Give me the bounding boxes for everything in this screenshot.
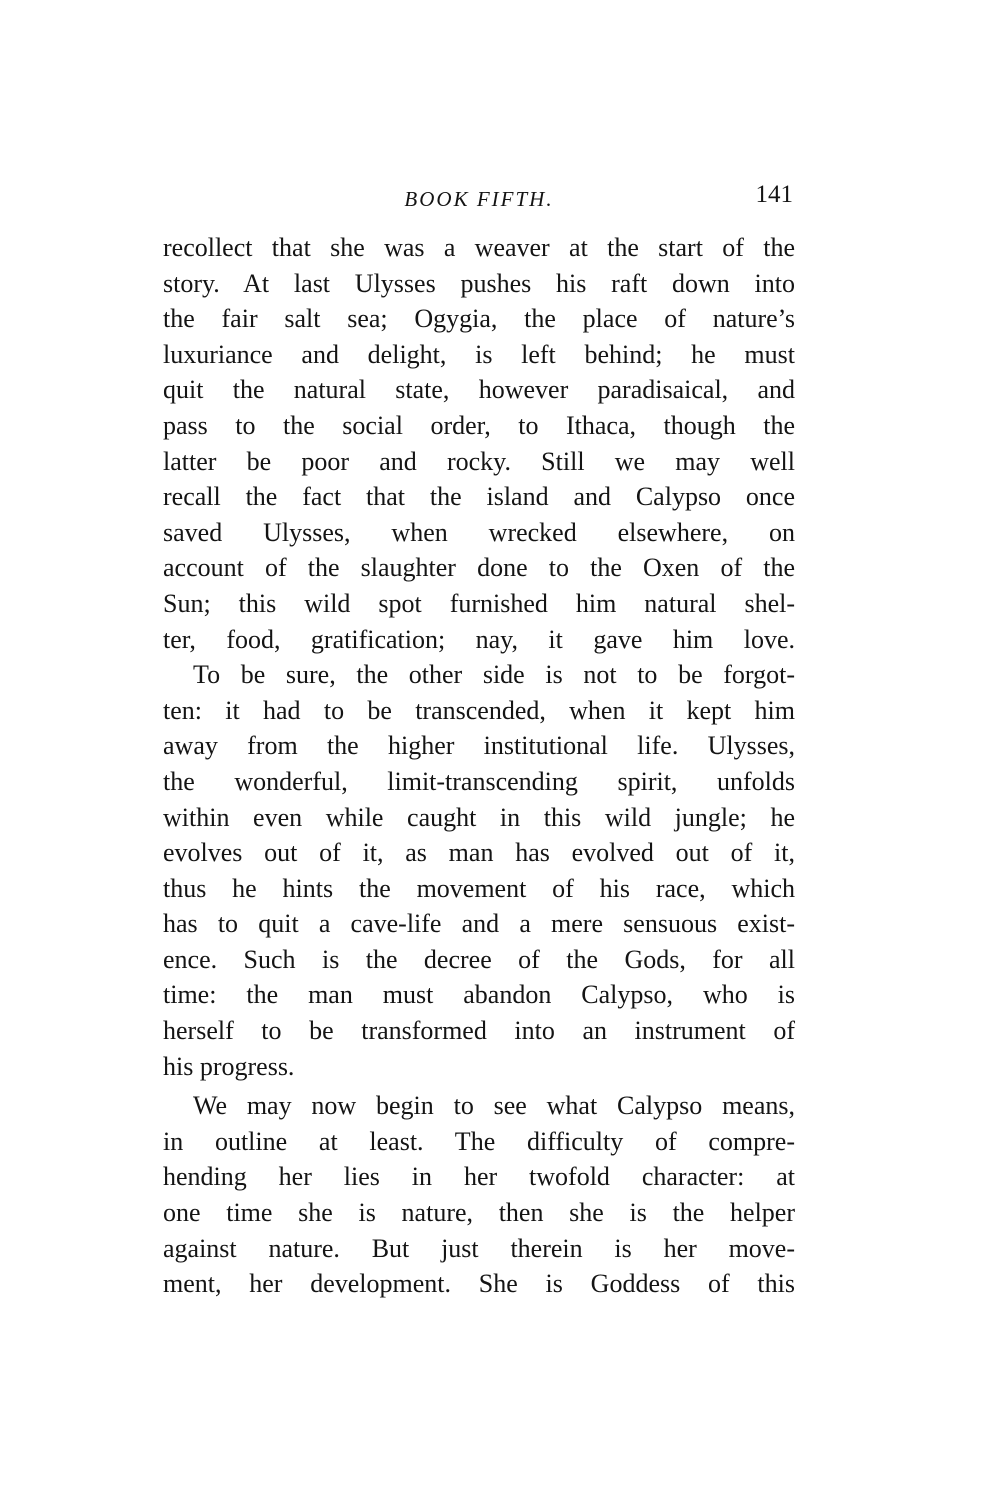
text-line: We may now begin to see what Calypso means, (193, 1091, 795, 1121)
text-line: saved Ulysses, when wrecked elsewhere, on (163, 517, 795, 547)
text-line: one time she is nature, then she is the helper (163, 1198, 795, 1228)
text-line: recollect that she was a weaver at the start of the (163, 233, 795, 262)
text-line: herself to be transformed into an instrument of (163, 1016, 795, 1046)
text-line: ter, food, gratification; nay, it gave him love. (163, 624, 795, 654)
text-line: thus he hints the movement of his race, which (163, 873, 795, 903)
text-line: latter be poor and rocky. Still we may well (163, 446, 795, 476)
text-line: away from the higher institutional life. Ulysses, (163, 731, 795, 761)
paragraph-3 (163, 1088, 795, 1302)
text-line: recall the fact that the island and Calypso once (163, 482, 795, 512)
text-line: ence. Such is the decree of the Gods, for all (163, 944, 795, 974)
running-title: BOOK FIFTH. (404, 187, 554, 211)
text-line: against nature. But just therein is her move- (163, 1233, 795, 1263)
text-line: his progress. (163, 1051, 295, 1081)
paragraph-2 (163, 657, 795, 1084)
text-line: luxuriance and delight, is left behind; he must (163, 339, 795, 369)
text-line: Sun; this wild spot furnished him natural shel- (163, 588, 795, 618)
text-line: quit the natural state, however paradisaical, and (163, 375, 795, 405)
text-line: evolves out of it, as man has evolved out of it, (163, 838, 795, 868)
text-line: ten: it had to be transcended, when it kept him (163, 695, 795, 725)
paragraph-1 (163, 230, 795, 657)
text-line: ment, her development. She is Goddess of this (163, 1269, 795, 1299)
text-line: account of the slaughter done to the Oxen of the (163, 553, 795, 583)
text-line: hending her lies in her twofold character: at (163, 1162, 795, 1192)
text-line: time: the man must abandon Calypso, who is (163, 980, 795, 1010)
text-line: story. At last Ulysses pushes his raft down into (163, 268, 795, 298)
text-line: within even while caught in this wild jungle; he (163, 802, 795, 832)
text-line: the fair salt sea; Ogygia, the place of nature’s (163, 304, 795, 334)
text-line: has to quit a cave-life and a mere sensuous exist- (163, 909, 795, 939)
body-text (163, 230, 795, 1302)
text-line: the wonderful, limit-transcending spirit, unfolds (163, 766, 795, 796)
page-number: 141 (755, 181, 793, 208)
text-line: To be sure, the other side is not to be forgot- (193, 660, 795, 690)
text-line: pass to the social order, to Ithaca, though the (163, 410, 795, 440)
running-head (163, 182, 795, 216)
text-line: in outline at least. The difficulty of compre- (163, 1126, 795, 1156)
